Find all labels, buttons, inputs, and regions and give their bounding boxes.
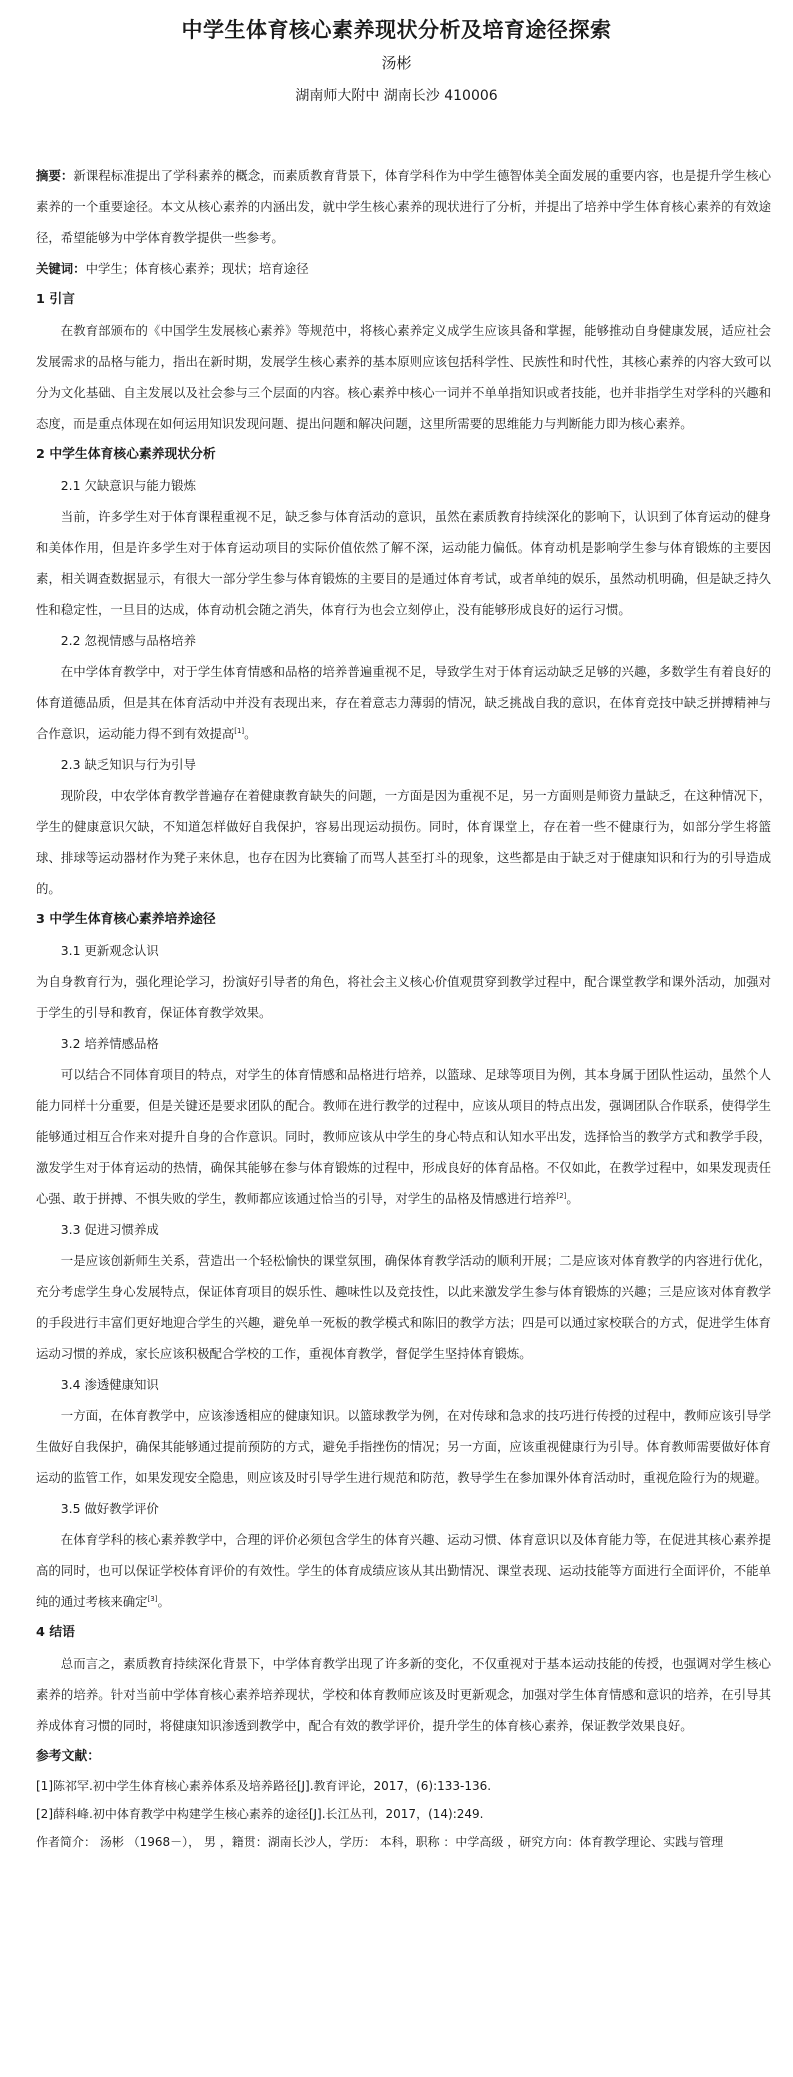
paper-title: 中学生体育核心素养现状分析及培育途径探索 xyxy=(181,18,612,42)
subsection-heading-2-3: 2.3 缺乏知识与行为引导 xyxy=(60,757,196,772)
references-heading: 参考文献： xyxy=(36,1749,100,1764)
paper-body xyxy=(36,160,771,1856)
subsection-heading-2-2: 2.2 忽视情感与品格培养 xyxy=(60,633,196,648)
subsection-heading-3-5: 3.5 做好教学评价 xyxy=(60,1501,159,1516)
subsection-3-1-text: 为自身教育行为，强化理论学习，扮演好引导者的角色，将社会主义核心价值观贯穿到教学过程中，配合课堂教学和课外活动，加强对于学生的引导和教育，保证体育教学效果。 xyxy=(36,974,771,1020)
subsection-heading-3-1: 3.1 更新观念认识 xyxy=(60,943,159,958)
subsection-heading-2-1: 2.1 欠缺意识与能力锻炼 xyxy=(60,478,196,493)
abstract-text: 新课程标准提出了学科素养的概念，而素质教育背景下，体育学科作为中学生德智体美全面发展的重要内容，也是提升学生核心素养的一个重要途径。本文从核心素养的内涵出发，就中学生核心素养的现状进行了分析，并提出了培养中学生体育核心素养的有效途径，希望能够为中学体育教学提供一些参考。 xyxy=(36,168,772,245)
subsection-2-1-text: 当前，许多学生对于体育课程重视不足，缺乏参与体育活动的意识，虽然在素质教育持续深化的影响下，认识到了体育运动的健身和美体作用，但是许多学生对于体育运动项目的实际价值依然了解不深，运动能力偏低。体育动机是影响学生参与体育锻炼的主要因素，相关调查数据显示，有很大一部分学生参与体育锻炼的主要目的是通过体育考试，或者单纯的娱乐，虽然动机明确，但是缺乏持久性和稳定性，一旦目的达成，体育动机会随之消失，体育行为也会立刻停止，没有能够形成良好的运行习惯。 xyxy=(36,509,771,617)
reference-item: [1]陈祁罕.初中学生体育核心素养体系及培养路径[J].教育评论，2017，(6):133-136. xyxy=(36,1779,492,1793)
section-1-paragraph: 在教育部颁布的《中国学生发展核心素养》等规范中，将核心素养定义成学生应该具备和掌握，能够推动自身健康发展，适应社会发展需求的品格与能力，指出在新时期，发展学生核心素养的基本原则应该包括科学性、民族性和时代性，其核心素养的内容大致可以分为文化基础、自主发展以及社会参与三个层面的内容。核心素养中核心一词并不单单指知识或者技能，也并非指学生对学科的兴趣和态度，而是重点体现在如何运用知识发现问题、提出问题和解决问题，这里所需要的思维能力与判断能力即为核心素养。 xyxy=(36,323,771,431)
abstract xyxy=(36,160,771,253)
reference-item: [2]薛科峰.初中体育教学中构建学生核心素养的途径[J].长江丛刊，2017，(14):249. xyxy=(36,1807,484,1821)
section-heading-3: 3 中学生体育核心素养培养途径 xyxy=(36,912,216,927)
keywords-text: 中学生；体育核心素养；现状；培育途径 xyxy=(85,261,309,276)
paper-affiliation: 湖南师大附中 湖南长沙 410006 xyxy=(295,88,498,104)
subsection-2-2-paragraph xyxy=(36,656,771,749)
subsection-2-3-text: 现阶段，中农学体育教学普遍存在着健康教育缺失的问题，一方面是因为重视不足，另一方面则是师资力量缺乏，在这种情况下，学生的健康意识欠缺，不知道怎样做好自我保护，容易出现运动损伤。同时，体育课堂上，存在着一些不健康行为，如部分学生将篮球、排球等运动器材作为凳子来休息，也存在因为比赛输了而骂人甚至打斗的现象，这些都是由于缺乏对于健康知识和行为的引导造成的。 xyxy=(36,788,771,896)
subsection-3-4-text: 一方面，在体育教学中，应该渗透相应的健康知识。以篮球教学为例，在对传球和急求的技巧进行传授的过程中，教师应该引导学生做好自我保护，确保其能够通过提前预防的方式，避免手指挫伤的情况；另一方面，应该重视健康行为引导。体育教师需要做好体育运动的监管工作，如果发现安全隐患，则应该及时引导学生进行规范和防范，教导学生在参加课外体育活动时，重视危险行为的规避。 xyxy=(36,1408,771,1485)
citation-2: [2] xyxy=(556,1191,567,1200)
section-4-paragraph: 总而言之，素质教育持续深化背景下，中学体育教学出现了许多新的变化，不仅重视对于基本运动技能的传授，也强调对学生核心素养的培养。针对当前中学体育核心素养培养现状，学校和体育教师应该及时更新观念，加强对学生体育情感和意识的培养，在引导其养成体育习惯的同时，将健康知识渗透到教学中，配合有效的教学评价，提升学生的体育核心素养，保证教学效果良好。 xyxy=(36,1656,771,1733)
subsection-3-5-paragraph xyxy=(36,1524,771,1617)
keywords-label: 关键词： xyxy=(36,261,86,276)
abstract-label: 摘要： xyxy=(36,168,74,183)
subsection-heading-3-2: 3.2 培养情感品格 xyxy=(60,1036,159,1051)
subsection-heading-3-3: 3.3 促进习惯养成 xyxy=(60,1222,159,1237)
subsection-heading-3-4: 3.4 渗透健康知识 xyxy=(60,1377,159,1392)
keywords xyxy=(36,253,771,284)
author-bio: 作者简介： 汤彬 （1968－）， 男 ，籍贯：湖南长沙人，学历： 本科，职称 ：中学高级 ，研究方向：体育教学理论、实践与管理 xyxy=(36,1835,724,1849)
subsection-2-2-text: 在中学体育教学中，对于学生体育情感和品格的培养普遍重视不足，导致学生对于体育运动缺乏足够的兴趣，多数学生有着良好的体育道德品质，但是其在体育活动中并没有表现出来，存在着意志力薄弱的情况，缺乏挑战自我的意识，在体育竞技中缺乏拼搏精神与合作意识，运动能力得不到有效提高 xyxy=(36,664,771,741)
subsection-3-3-text: 一是应该创新师生关系，营造出一个轻松愉快的课堂氛围，确保体育教学活动的顺利开展；二是应该对体育教学的内容进行优化，充分考虑学生身心发展特点，保证体育项目的娱乐性、趣味性以及竞技性，以此来激发学生参与体育锻炼的兴趣；三是应该对体育教学的手段进行丰富们更好地迎合学生的兴趣，避免单一死板的教学模式和陈旧的教学方法；四是可以通过家校联合的方式，促进学生体育运动习惯的养成，家长应该积极配合学校的工作，重视体育教学，督促学生坚持体育锻炼。 xyxy=(36,1253,771,1361)
paper-author: 汤彬 xyxy=(381,54,412,72)
subsection-3-5-tail: 。 xyxy=(157,1594,170,1609)
reference-list xyxy=(36,1772,771,1856)
section-heading-1: 1 引言 xyxy=(36,292,75,307)
subsection-2-2-tail: 。 xyxy=(244,726,257,741)
section-heading-4: 4 结语 xyxy=(36,1625,75,1640)
citation-1: [1] xyxy=(234,726,245,735)
citation-3: [3] xyxy=(147,1594,158,1603)
subsection-3-2-tail: 。 xyxy=(566,1191,579,1206)
subsection-3-2-text: 可以结合不同体育项目的特点，对学生的体育情感和品格进行培养，以篮球、足球等项目为例，其本身属于团队性运动，虽然个人能力同样十分重要，但是关键还是要求团队的配合。教师在进行教学的过程中，应该从项目的特点出发，强调团队合作联系，使得学生能够通过相互合作来对提升自身的合作意识。同时，教师应该从中学生的身心特点和认知水平出发，选择恰当的教学方式和教学手段，激发学生对于体育运动的热情，确保其能够在参与体育锻炼的过程中，形成良好的体育品格。不仅如此，在教学过程中，如果发现责任心强、敢于拼搏、不惧失败的学生，教师都应该通过恰当的引导，对学生的品格及情感进行培养 xyxy=(36,1067,771,1206)
section-heading-2: 2 中学生体育核心素养现状分析 xyxy=(36,447,216,462)
subsection-3-5-text: 在体育学科的核心素养教学中，合理的评价必须包含学生的体育兴趣、运动习惯、体育意识以及体育能力等，在促进其核心素养提高的同时，也可以保证学校体育评价的有效性。学生的体育成绩应该从其出勤情况、课堂表现、运动技能等方面进行全面评价，不能单纯的通过考核来确定 xyxy=(36,1532,771,1609)
subsection-3-2-paragraph xyxy=(36,1059,771,1214)
